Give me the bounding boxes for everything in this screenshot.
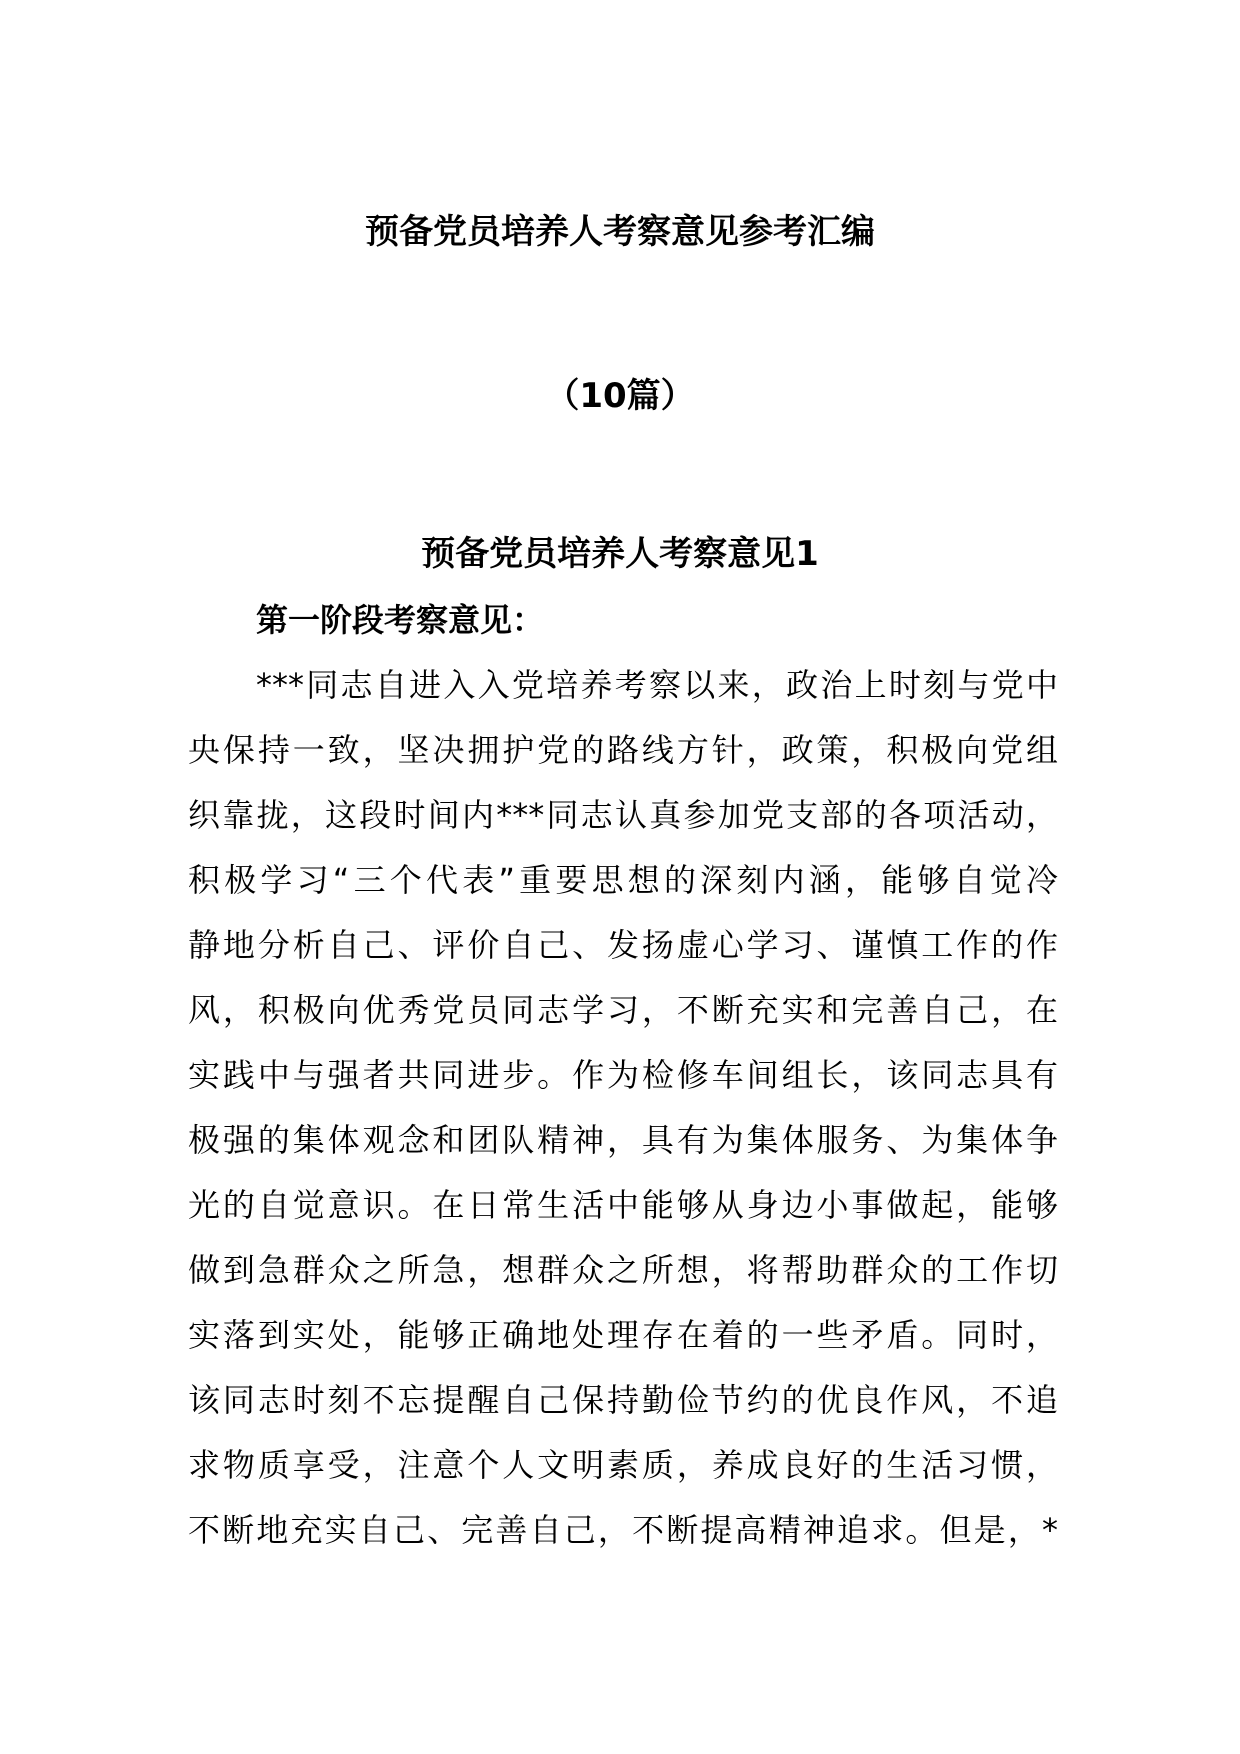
paragraph-line: 积极学习“三个代表”重要思想的深刻内涵，能够自觉冷 — [188, 861, 1058, 899]
document-subtitle: （10篇） — [545, 376, 695, 416]
section-title: 预备党员培养人考察意见1 — [421, 534, 819, 574]
stage-heading: 第一阶段考察意见： — [256, 601, 545, 639]
paragraph-line: 极强的集体观念和团队精神，具有为集体服务、为集体争 — [188, 1121, 1058, 1159]
paragraph-line: 风，积极向优秀党员同志学习，不断充实和完善自己，在 — [188, 991, 1058, 1029]
paragraph-line: 做到急群众之所急，想群众之所想，将帮助群众的工作切 — [188, 1251, 1058, 1289]
paragraph-line: 织靠拢，这段时间内***同志认真参加党支部的各项活动， — [188, 796, 1058, 834]
paragraph-line: 央保持一致，坚决拥护党的路线方针，政策，积极向党组 — [188, 731, 1058, 769]
paragraph-line: ***同志自进入入党培养考察以来，政治上时刻与党中 — [256, 666, 1058, 704]
paragraph-line: 实践中与强者共同进步。作为检修车间组长，该同志具有 — [188, 1056, 1058, 1094]
paragraph-line: 静地分析自己、评价自己、发扬虚心学习、谨慎工作的作 — [188, 926, 1058, 964]
paragraph-line: 实落到实处，能够正确地处理存在着的一些矛盾。同时， — [188, 1316, 1058, 1354]
paragraph-line: 不断地充实自己、完善自己，不断提高精神追求。但是，* — [188, 1511, 1058, 1549]
document-title: 预备党员培养人考察意见参考汇编 — [365, 212, 875, 252]
paragraph-line: 光的自觉意识。在日常生活中能够从身边小事做起，能够 — [188, 1186, 1058, 1224]
paragraph-line: 该同志时刻不忘提醒自己保持勤俭节约的优良作风，不追 — [188, 1381, 1058, 1419]
body-paragraph — [188, 660, 1058, 1570]
paragraph-line: 求物质享受，注意个人文明素质，养成良好的生活习惯， — [188, 1446, 1058, 1484]
